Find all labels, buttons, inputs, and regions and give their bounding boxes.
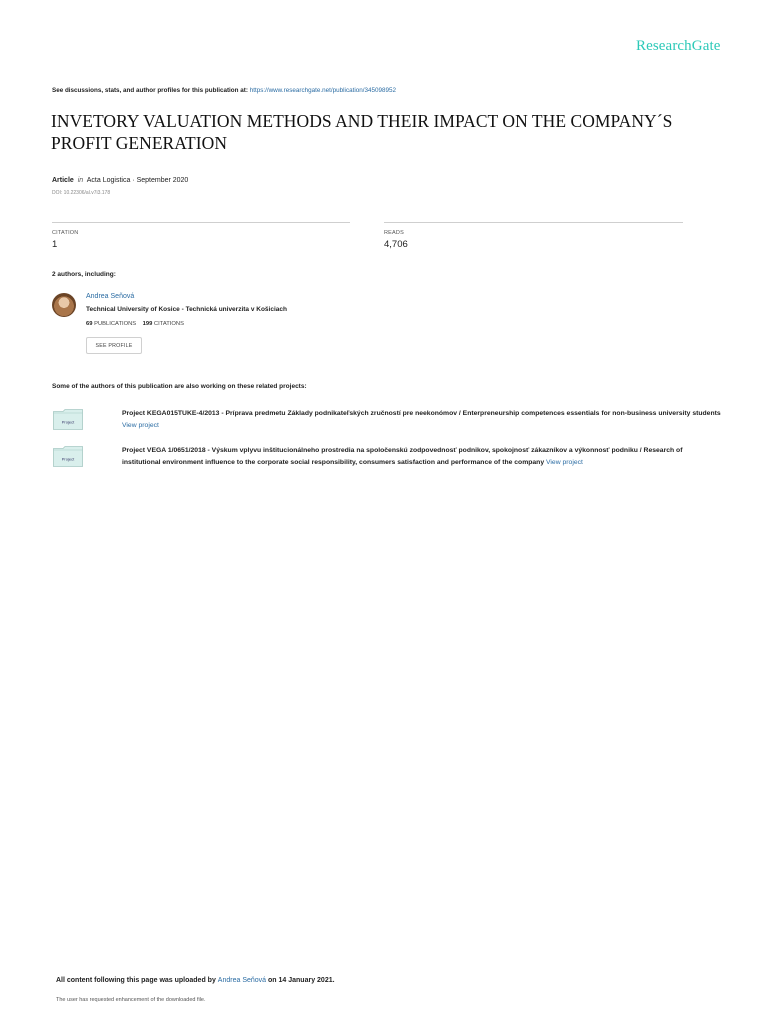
related-projects-heading: Some of the authors of this publication are also working on these related projects: — [52, 383, 307, 390]
project-icon-label: Project — [61, 419, 75, 425]
see-profile-button[interactable]: SEE PROFILE — [86, 337, 142, 354]
citation-label: CITATION — [52, 230, 79, 236]
upload-notice — [56, 977, 335, 984]
author-stats — [86, 321, 184, 327]
related-project-item — [122, 445, 722, 469]
enhancement-note: The user has requested enhancement of the downloaded file. — [56, 997, 206, 1003]
author-institution: Technical University of Kosice - Technická univerzita v Košiciach — [86, 306, 287, 313]
reads-divider — [384, 222, 683, 223]
discussion-notice — [52, 87, 396, 94]
citations-count: 199 — [142, 321, 153, 327]
author-avatar[interactable] — [52, 293, 76, 317]
uploader-link[interactable]: Andrea Seňová — [217, 977, 267, 984]
discussion-prefix: See discussions, stats, and author profiles for this publication at: — [52, 87, 250, 94]
citation-value: 1 — [52, 239, 58, 250]
project-folder-icon[interactable] — [53, 446, 83, 467]
journal-date: Acta Logistica · September 2020 — [86, 177, 189, 184]
researchgate-logo[interactable]: ResearchGate — [636, 38, 721, 54]
citations-label: CITATIONS — [153, 321, 184, 327]
related-project-item — [122, 408, 722, 432]
publications-count: 69 — [86, 321, 93, 327]
reads-value: 4,706 — [384, 239, 408, 250]
doi: DOI: 10.22306/al.v7i3.178 — [52, 190, 111, 196]
article-type: Article — [52, 177, 74, 184]
view-project-link[interactable]: View project — [122, 422, 159, 429]
authors-heading: 2 authors, including: — [52, 271, 116, 278]
project-description: Project KEGA015TUKE-4/2013 - Príprava predmetu Základy podnikateľských zručností pre neekonómov / Enterpreneurship competences essentials for non-business university students — [122, 410, 721, 417]
reads-label: READS — [384, 230, 404, 236]
upload-prefix: All content following this page was uploaded by — [56, 977, 218, 984]
view-project-link[interactable]: View project — [546, 459, 583, 466]
citation-divider — [52, 222, 350, 223]
author-name-link[interactable]: Andrea Seňová — [86, 293, 135, 300]
publication-title: INVETORY VALUATION METHODS AND THEIR IMPACT ON THE COMPANY´S PROFIT GENERATION — [51, 111, 673, 153]
in-word: in — [77, 177, 84, 184]
upload-suffix: on 14 January 2021. — [266, 977, 335, 984]
publication-link[interactable]: https://www.researchgate.net/publication/345098952 — [249, 87, 397, 94]
project-description: Project VEGA 1/0651/2018 - Výskum vplyvu inštitucionálneho prostredia na spoločenskú zodpovednosť podnikov, spokojnosť zákazníkov a výkonnosť podniku / Research of institutional environment influence to the corporate social responsibility, consumers satisfaction and performance of the company — [122, 447, 683, 466]
publication-meta — [52, 177, 188, 184]
publications-label: PUBLICATIONS — [94, 321, 137, 327]
project-icon-label: Project — [61, 456, 75, 462]
project-folder-icon[interactable] — [53, 409, 83, 430]
